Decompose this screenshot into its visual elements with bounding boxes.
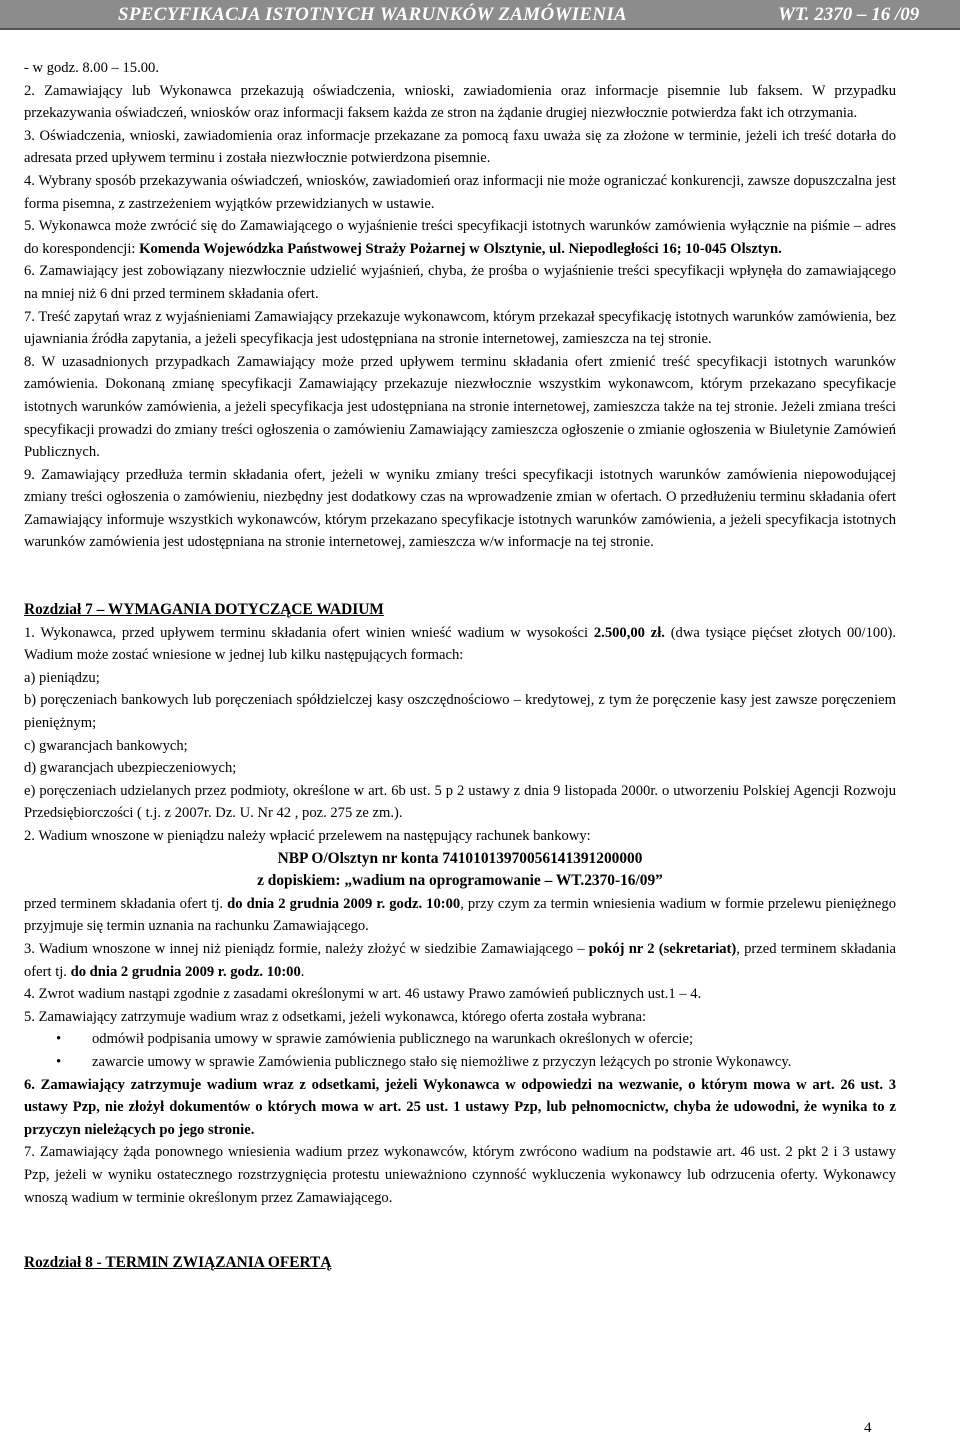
chapter-8-title: Rozdział 8 - TERMIN ZWIĄZANIA OFERTĄ <box>24 1254 332 1272</box>
list-item-text: zawarcie umowy w sprawie Zamówienia publicznego stało się niemożliwe z przyczyn leżących po stronie Wykonawcy. <box>92 1053 792 1070</box>
paragraph-6-2: 2. Zamawiający lub Wykonawca przekazują oświadczenia, wnioski, zawiadomienia oraz informacje pisemnie lub faksem. W przypadku przekazywania oświadczeń, wniosków oraz informacji faksem każda ze stron na żądanie drugiej niezwłocznie potwierdza fakt ich otrzymania. <box>24 82 896 122</box>
deadline-date: do dnia 2 grudnia 2009 r. godz. 10:00 <box>227 895 461 912</box>
bullet-icon: • <box>56 1053 62 1070</box>
list-item <box>24 1051 896 1074</box>
room-number: pokój nr 2 (sekretariat) <box>588 940 737 957</box>
document-title: SPECYFIKACJA ISTOTNYCH WARUNKÓW ZAMÓWIENIA <box>118 4 628 25</box>
section-gap <box>24 554 896 599</box>
deadline-text-end: , przy czym za termin wniesienia wadium w formie przelewu pieniężnego przyjmuje się termin uznania na rachunku Zamawiającego. <box>24 895 896 935</box>
paragraph-7-3 <box>24 938 896 983</box>
paragraph-7-5: 5. Zamawiający zatrzymuje wadium wraz z odsetkami, jeżeli wykonawca, którego oferta została wybrana: <box>24 1008 646 1025</box>
paragraph-6-6: 6. Zamawiający jest zobowiązany niezwłocznie udzielić wyjaśnień, chyba, że prośba o wyjaśnienie treści specyfikacji wpłynęła do zamawiającego na mniej niż 6 dni przed terminem składania ofert. <box>24 263 896 302</box>
bank-account: NBP O/Olsztyn nr konta 74101013970056141391200000 <box>277 849 643 867</box>
wadium-amount: 2.500,00 zł. <box>593 624 665 641</box>
paragraph-7-6 <box>24 1074 896 1142</box>
section-gap <box>24 1209 896 1252</box>
form-d: d) gwarancjach ubezpieczeniowych; <box>24 760 237 777</box>
paragraph-7-3-text-end: . <box>300 963 305 980</box>
paragraph-6-9: 9. Zamawiający przedłuża termin składania ofert, jeżeli w wyniku zmiany treści specyfikacji istotnych warunków zamówienia niepowodującej zmiany treści ogłoszenia o zamówieniu, niezbędny jest dodatkowy czas na wprowadzenie zmian w ofertach. O przedłużeniu terminu składania ofert Zamawiający informuje wszystkich wykonawców, którym przekazano specyfikacje istotnych warunków zamówienia, a jeżeli specyfikacja istotnych warunków zamówienia jest udostępniana na stronie internetowej, zamieszcza w/w informacje na tej stronie. <box>24 466 896 551</box>
form-c: c) gwarancjach bankowych; <box>24 737 188 754</box>
paragraph-7-6-text: 6. Zamawiający zatrzymuje wadium wraz z odsetkami, jeżeli Wykonawca w odpowiedzi na wezwanie, o którym mowa w art. 26 ust. 3 ustawy Pzp, nie złożył dokumentów o których mowa w art. 25 ust. 1 ustawy Pzp, lub pełnomocnictw, chyba że udowodni, że wynika to z przyczyn nieleżących po jego stronie. <box>24 1076 896 1138</box>
paragraph-7-7: 7. Zamawiający żąda ponownego wniesienia wadium przez wykonawców, którym zwrócono wadium na podstawie art. 46 ust. 2 pkt 2 i 3 ustawy Pzp, jeżeli w wyniku ostatecznego rozstrzygnięcia protestu unieważniono czynność wykluczenia wykonawcy lub odrzucenia oferty. Wykonawcy wnoszą wadium w terminie określonym przez Zamawiającego. <box>24 1144 896 1206</box>
paragraph-7-1-text: 1. Wykonawca, przed upływem terminu składania ofert winien wnieść wadium w wysokości <box>24 624 594 641</box>
paragraph-6-8: 8. W uzasadnionych przypadkach Zamawiający może przed upływem terminu składania ofert zmienić treść specyfikacji istotnych warunków zamówienia. Dokonaną zmianę specyfikacji Zamawiający przekazuje niezwłocznie wszystkim wykonawcom, którym przekazano specyfikacje istotnych warunków zamówienia, a jeżeli specyfikacja jest udostępniana na stronie internetowej, zamieszcza także na tej stronie. Jeżeli zmiana treści specyfikacji prowadzi do zmiany treści ogłoszenia o zamówieniu Zamawiający zamieszcza ogłoszenie o zmianie ogłoszenia w Biuletynie Zamówień Publicznych. <box>24 353 896 461</box>
document-header <box>0 0 960 30</box>
paragraph-7-3-text: 3. Wadium wnoszone w innej niż pieniądz formie, należy złożyć w siedzibie Zamawiającego – <box>24 940 589 957</box>
document-body <box>24 57 896 1275</box>
page-number: 4 <box>864 1420 872 1436</box>
paragraph-6-7: 7. Treść zapytań wraz z wyjaśnieniami Zamawiający przekazuje wykonawcom, którym przekazał specyfikację istotnych warunków zamówienia, bez ujawniania źródła zapytania, a jeżeli specyfikacja jest udostępniana na stronie internetowej, zamieszcza na tej stronie. <box>24 308 896 348</box>
paragraph-7-2: 2. Wadium wnoszone w pieniądzu należy wpłacić przelewem na następujący rachunek bankowy: <box>24 828 591 844</box>
form-b: b) poręczeniach bankowych lub poręczeniach spółdzielczej kasy oszczędnościowo – kredytowej, z tym że poręczenie kasy jest zawsze poręczeniem pieniężnym; <box>24 692 896 732</box>
deadline-text: przed terminem składania ofert tj. <box>24 895 228 912</box>
list-item <box>24 1028 896 1051</box>
retention-conditions <box>24 1028 896 1073</box>
paragraph-7-2-deadline <box>24 893 896 938</box>
paragraph-6-3: 3. Oświadczenia, wnioski, zawiadomienia oraz informacje przekazane za pomocą faxu uważa się za złożone w terminie, jeżeli ich treść dotarła do adresata przed upływem terminu i została niezwłocznie potwierdzona pisemnie. <box>24 127 896 167</box>
paragraph-7-4: 4. Zwrot wadium nastąpi zgodnie z zasadami określonymi w art. 46 ustawy Prawo zamówień publicznych ust.1 – 4. <box>24 986 702 1003</box>
paragraph-7-1 <box>24 622 896 667</box>
bullet-icon: • <box>56 1031 62 1048</box>
bank-note: z dopiskiem: „wadium na oprogramowanie – WT.2370-16/09” <box>257 872 663 890</box>
list-item-text: odmówił podpisania umowy w sprawie zamówienia publicznego na warunkach określonych w ofercie; <box>92 1031 694 1048</box>
document-reference: WT. 2370 – 16 /09 <box>778 4 920 25</box>
chapter-7-title: Rozdział 7 – WYMAGANIA DOTYCZĄCE WADIUM <box>24 601 384 619</box>
paragraph-6-5 <box>24 215 896 260</box>
room-deadline: do dnia 2 grudnia 2009 r. godz. 10:00 <box>70 963 301 980</box>
paragraph-6-5-text: 5. Wykonawca może zwrócić się do Zamawiającego o wyjaśnienie treści specyfikacji istotnych warunków zamówienia wyłącznie na piśmie – adres do korespondencji: <box>24 218 896 257</box>
paragraph-7-3-text-mid: , przed terminem składania ofert tj. <box>24 940 896 980</box>
correspondence-address: Komenda Wojewódzka Państwowej Straży Pożarnej w Olsztynie, ul. Niepodległości 16; 10-045 Olsztyn. <box>139 240 782 257</box>
office-hours: - w godz. 8.00 – 15.00. <box>24 60 159 76</box>
form-a: a) pieniądzu; <box>24 669 100 686</box>
form-e: e) poręczeniach udzielanych przez podmioty, określone w art. 6b ust. 5 p 2 ustawy z dnia 9 listopada 2000r. o utworzeniu Polskiej Agencji Rozwoju Przedsiębiorczości ( t.j. z 2007r. Dz. U. Nr 42 , poz. 275 ze zm.). <box>24 782 896 822</box>
paragraph-6-4: 4. Wybrany sposób przekazywania oświadczeń, wniosków, zawiadomień oraz informacji nie może ograniczać konkurencji, zawsze dopuszczalna jest forma pisemna, z zastrzeżeniem wyjątków przewidzianych w ustawie. <box>24 172 896 212</box>
paragraph-7-1-text-end: (dwa tysiące pięćset złotych 00/100). Wadium może zostać wniesione w jednej lub kilku następujących formach: <box>24 624 897 664</box>
